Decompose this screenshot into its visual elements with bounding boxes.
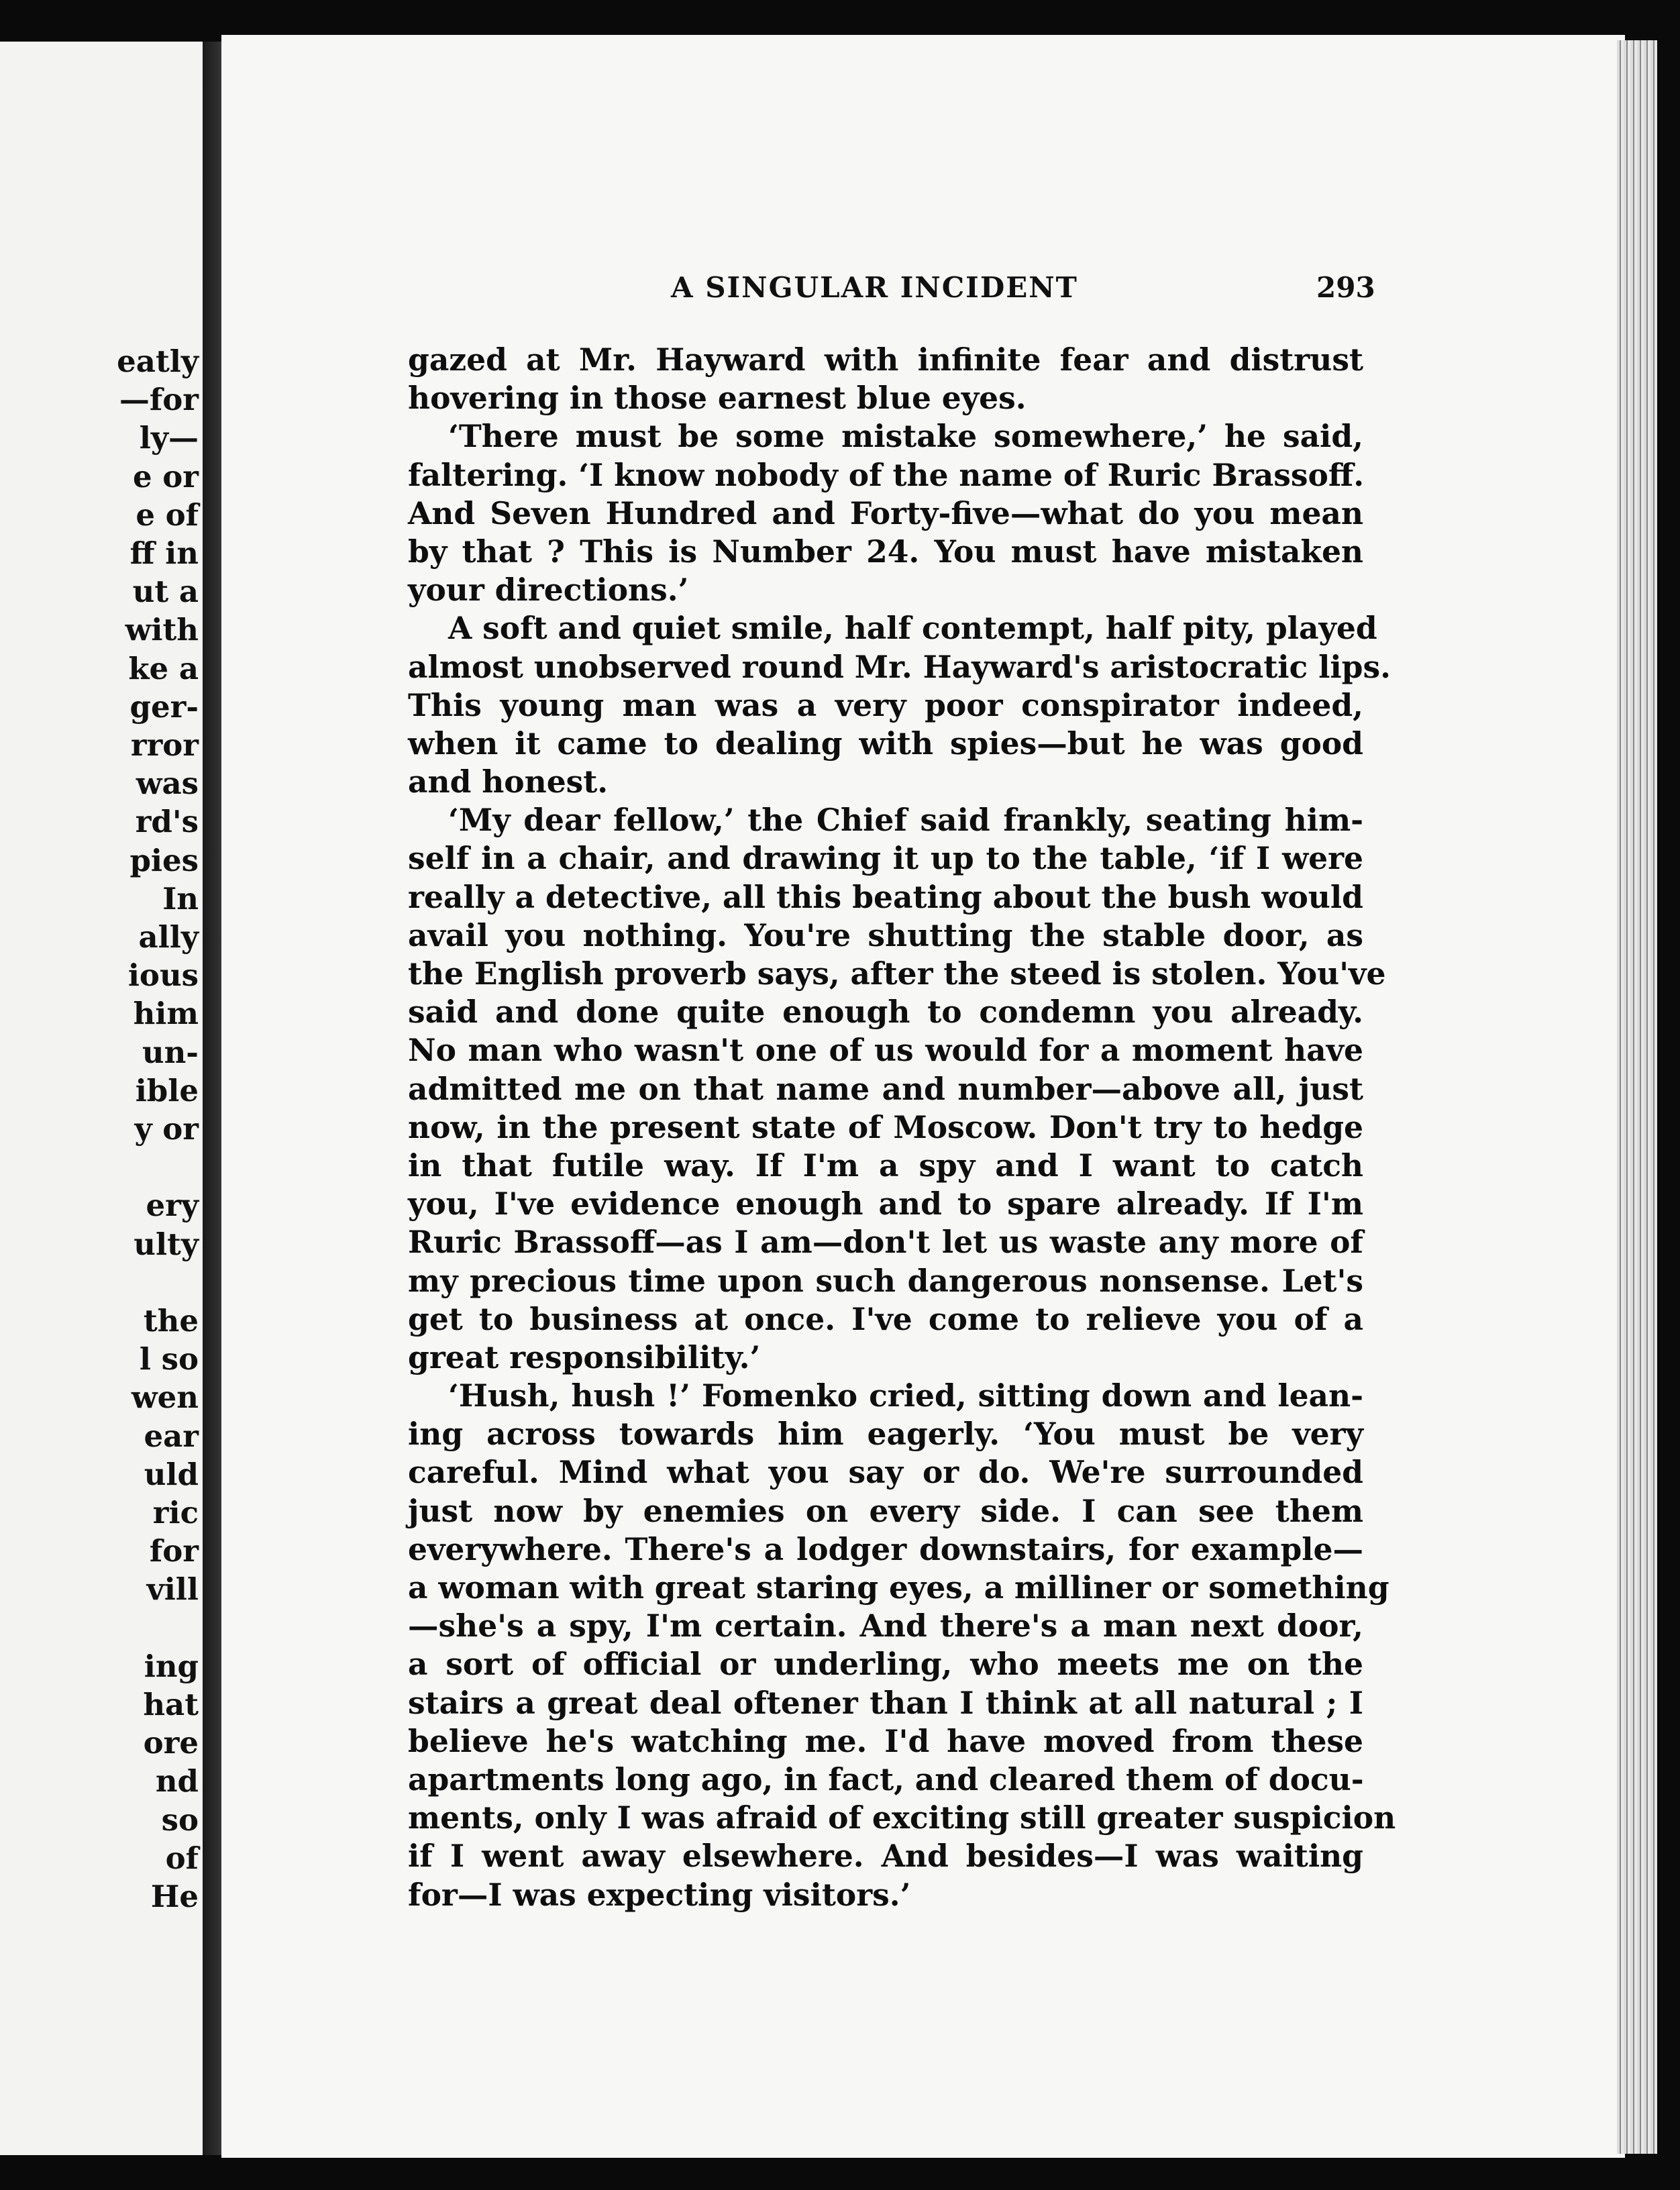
left-page-text-fragment: ore xyxy=(143,1725,199,1761)
left-page-text-fragment: ly— xyxy=(139,420,199,456)
text-line: by that ? This is Number 24. You must have mistaken xyxy=(408,533,1363,570)
text-line: ‘My dear fellow,’ the Chief said frankly, seating him- xyxy=(448,802,1363,839)
text-line: great responsibility.’ xyxy=(408,1339,761,1375)
left-page-text-fragment: ut a xyxy=(132,574,199,610)
text-line: avail you nothing. You're shutting the stable door, as xyxy=(408,917,1363,953)
left-page-text-fragment: him xyxy=(133,996,199,1032)
text-line: now, in the present state of Moscow. Don't try to hedge xyxy=(408,1108,1363,1145)
text-line: —she's a spy, I'm certain. And there's a man next door, xyxy=(408,1608,1363,1645)
left-page-text-fragment: eatly xyxy=(117,344,199,379)
text-line: ing across towards him eagerly. ‘You must be very xyxy=(408,1416,1363,1453)
text-line: ‘There must be some mistake somewhere,’ he said, xyxy=(448,418,1363,455)
left-page-text-fragment: ery xyxy=(146,1188,199,1224)
left-page-text-fragment: ric xyxy=(152,1495,199,1530)
text-line: Ruric Brassoff—as I am—don't let us waste any more of xyxy=(408,1224,1363,1261)
text-line: hovering in those earnest blue eyes. xyxy=(408,380,1027,417)
text-line: stairs a great deal oftener than I think at all natural ; I xyxy=(408,1684,1363,1721)
left-page-text-fragment: l so xyxy=(139,1341,199,1377)
text-line: if I went away elsewhere. And besides—I was waiting xyxy=(408,1838,1363,1875)
left-page-text-fragment: He xyxy=(150,1879,199,1914)
left-page-text-fragment: In xyxy=(162,880,199,917)
text-line: This young man was a very poor conspirator indeed, xyxy=(408,686,1363,723)
left-page-text-fragment: un- xyxy=(142,1034,199,1070)
left-page-text-fragment: y or xyxy=(134,1111,199,1147)
text-line: faltering. ‘I know nobody of the name of Ruric Brassoff. xyxy=(408,456,1365,493)
text-line: just now by enemies on every side. I can see them xyxy=(408,1492,1363,1529)
text-line: a woman with great staring eyes, a milliner or something xyxy=(408,1569,1389,1606)
text-line: your directions.’ xyxy=(408,572,689,609)
left-page-text-fragment: e or xyxy=(132,458,199,494)
left-page-text-fragment: ger- xyxy=(129,688,199,725)
left-page-text-fragment: rror xyxy=(130,727,199,763)
left-page-text-fragment: ible xyxy=(135,1072,199,1108)
left-page-text-fragment: e of xyxy=(136,497,199,533)
text-line: a sort of official or underling, who meets me on the xyxy=(408,1646,1363,1683)
left-page-text-fragment: wen xyxy=(131,1379,199,1416)
text-line: everywhere. There's a lodger downstairs, for example— xyxy=(408,1530,1363,1567)
text-line: almost unobserved round Mr. Hayward's aristocratic lips. xyxy=(408,648,1391,685)
left-page-text-fragment: ing xyxy=(144,1648,199,1684)
left-page-text-fragment: pies xyxy=(129,842,199,878)
left-page-text-fragment: with xyxy=(125,612,199,648)
left-page-text-fragment: uld xyxy=(144,1456,199,1492)
left-page-text-fragment: nd xyxy=(155,1763,199,1800)
text-line: you, I've evidence enough and to spare already. If I'm xyxy=(408,1186,1363,1222)
text-line: self in a chair, and drawing it up to the table, ‘if I were xyxy=(408,840,1363,877)
text-line: my precious time upon such dangerous nonsense. Let's xyxy=(408,1262,1363,1299)
left-page-text-fragment: the xyxy=(143,1303,199,1339)
text-line: believe he's watching me. I'd have moved from these xyxy=(408,1722,1363,1759)
text-line: gazed at Mr. Hayward with infinite fear and distrust xyxy=(408,342,1363,378)
text-line: ‘Hush, hush !’ Fomenko cried, sitting down and lean- xyxy=(448,1377,1363,1414)
text-line: admitted me on that name and number—above all, just xyxy=(408,1070,1363,1107)
text-line: careful. Mind what you say or do. We're surrounded xyxy=(408,1454,1363,1491)
left-page xyxy=(0,42,203,2155)
left-page-text-fragment: hat xyxy=(143,1687,199,1722)
text-line: apartments long ago, in fact, and cleared them of docu- xyxy=(408,1761,1364,1797)
body-text xyxy=(408,341,1396,1914)
left-page-text-fragment: was xyxy=(136,766,199,802)
text-line: really a detective, all this beating about the bush would xyxy=(408,878,1363,915)
text-line: And Seven Hundred and Forty-five—what do you mean xyxy=(408,494,1363,531)
left-page-text-fragment: ff in xyxy=(129,535,199,571)
left-page-text-fragment: ear xyxy=(144,1418,199,1454)
text-line: said and done quite enough to condemn you already. xyxy=(408,994,1363,1031)
text-line: get to business at once. I've come to relieve you of a xyxy=(408,1300,1363,1337)
left-page-text-fragment: ious xyxy=(127,957,199,994)
left-page-text-fragment: ke a xyxy=(128,650,199,686)
text-line: No man who wasn't one of us would for a moment have xyxy=(408,1032,1363,1069)
left-page-text-fragment: so xyxy=(161,1802,199,1838)
left-page-text-fragment: vill xyxy=(146,1571,199,1608)
page-edges xyxy=(1617,40,1657,2154)
text-line: A soft and quiet smile, half contempt, half pity, played xyxy=(448,610,1377,647)
page-number: 293 xyxy=(1316,271,1375,304)
left-page-text-fragment: ally xyxy=(138,919,199,955)
text-line: when it came to dealing with spies—but he was good xyxy=(408,725,1363,762)
left-page-text-fragment: ulty xyxy=(134,1226,199,1262)
running-head: A SINGULAR INCIDENT xyxy=(671,271,1078,304)
left-page-text-fragment: rd's xyxy=(135,804,199,840)
text-line: in that futile way. If I'm a spy and I want to catch xyxy=(408,1147,1363,1184)
left-page-text-fragment: —for xyxy=(119,382,199,418)
text-line: the English proverb says, after the steed is stolen. You've xyxy=(408,955,1386,992)
left-page-text-fragment: for xyxy=(149,1533,199,1569)
text-line: ments, only I was afraid of exciting still greater suspicion xyxy=(408,1800,1396,1836)
text-line: and honest. xyxy=(408,764,609,800)
text-line: for—I was expecting visitors.’ xyxy=(408,1876,911,1913)
left-page-text-fragment: of xyxy=(165,1840,199,1876)
